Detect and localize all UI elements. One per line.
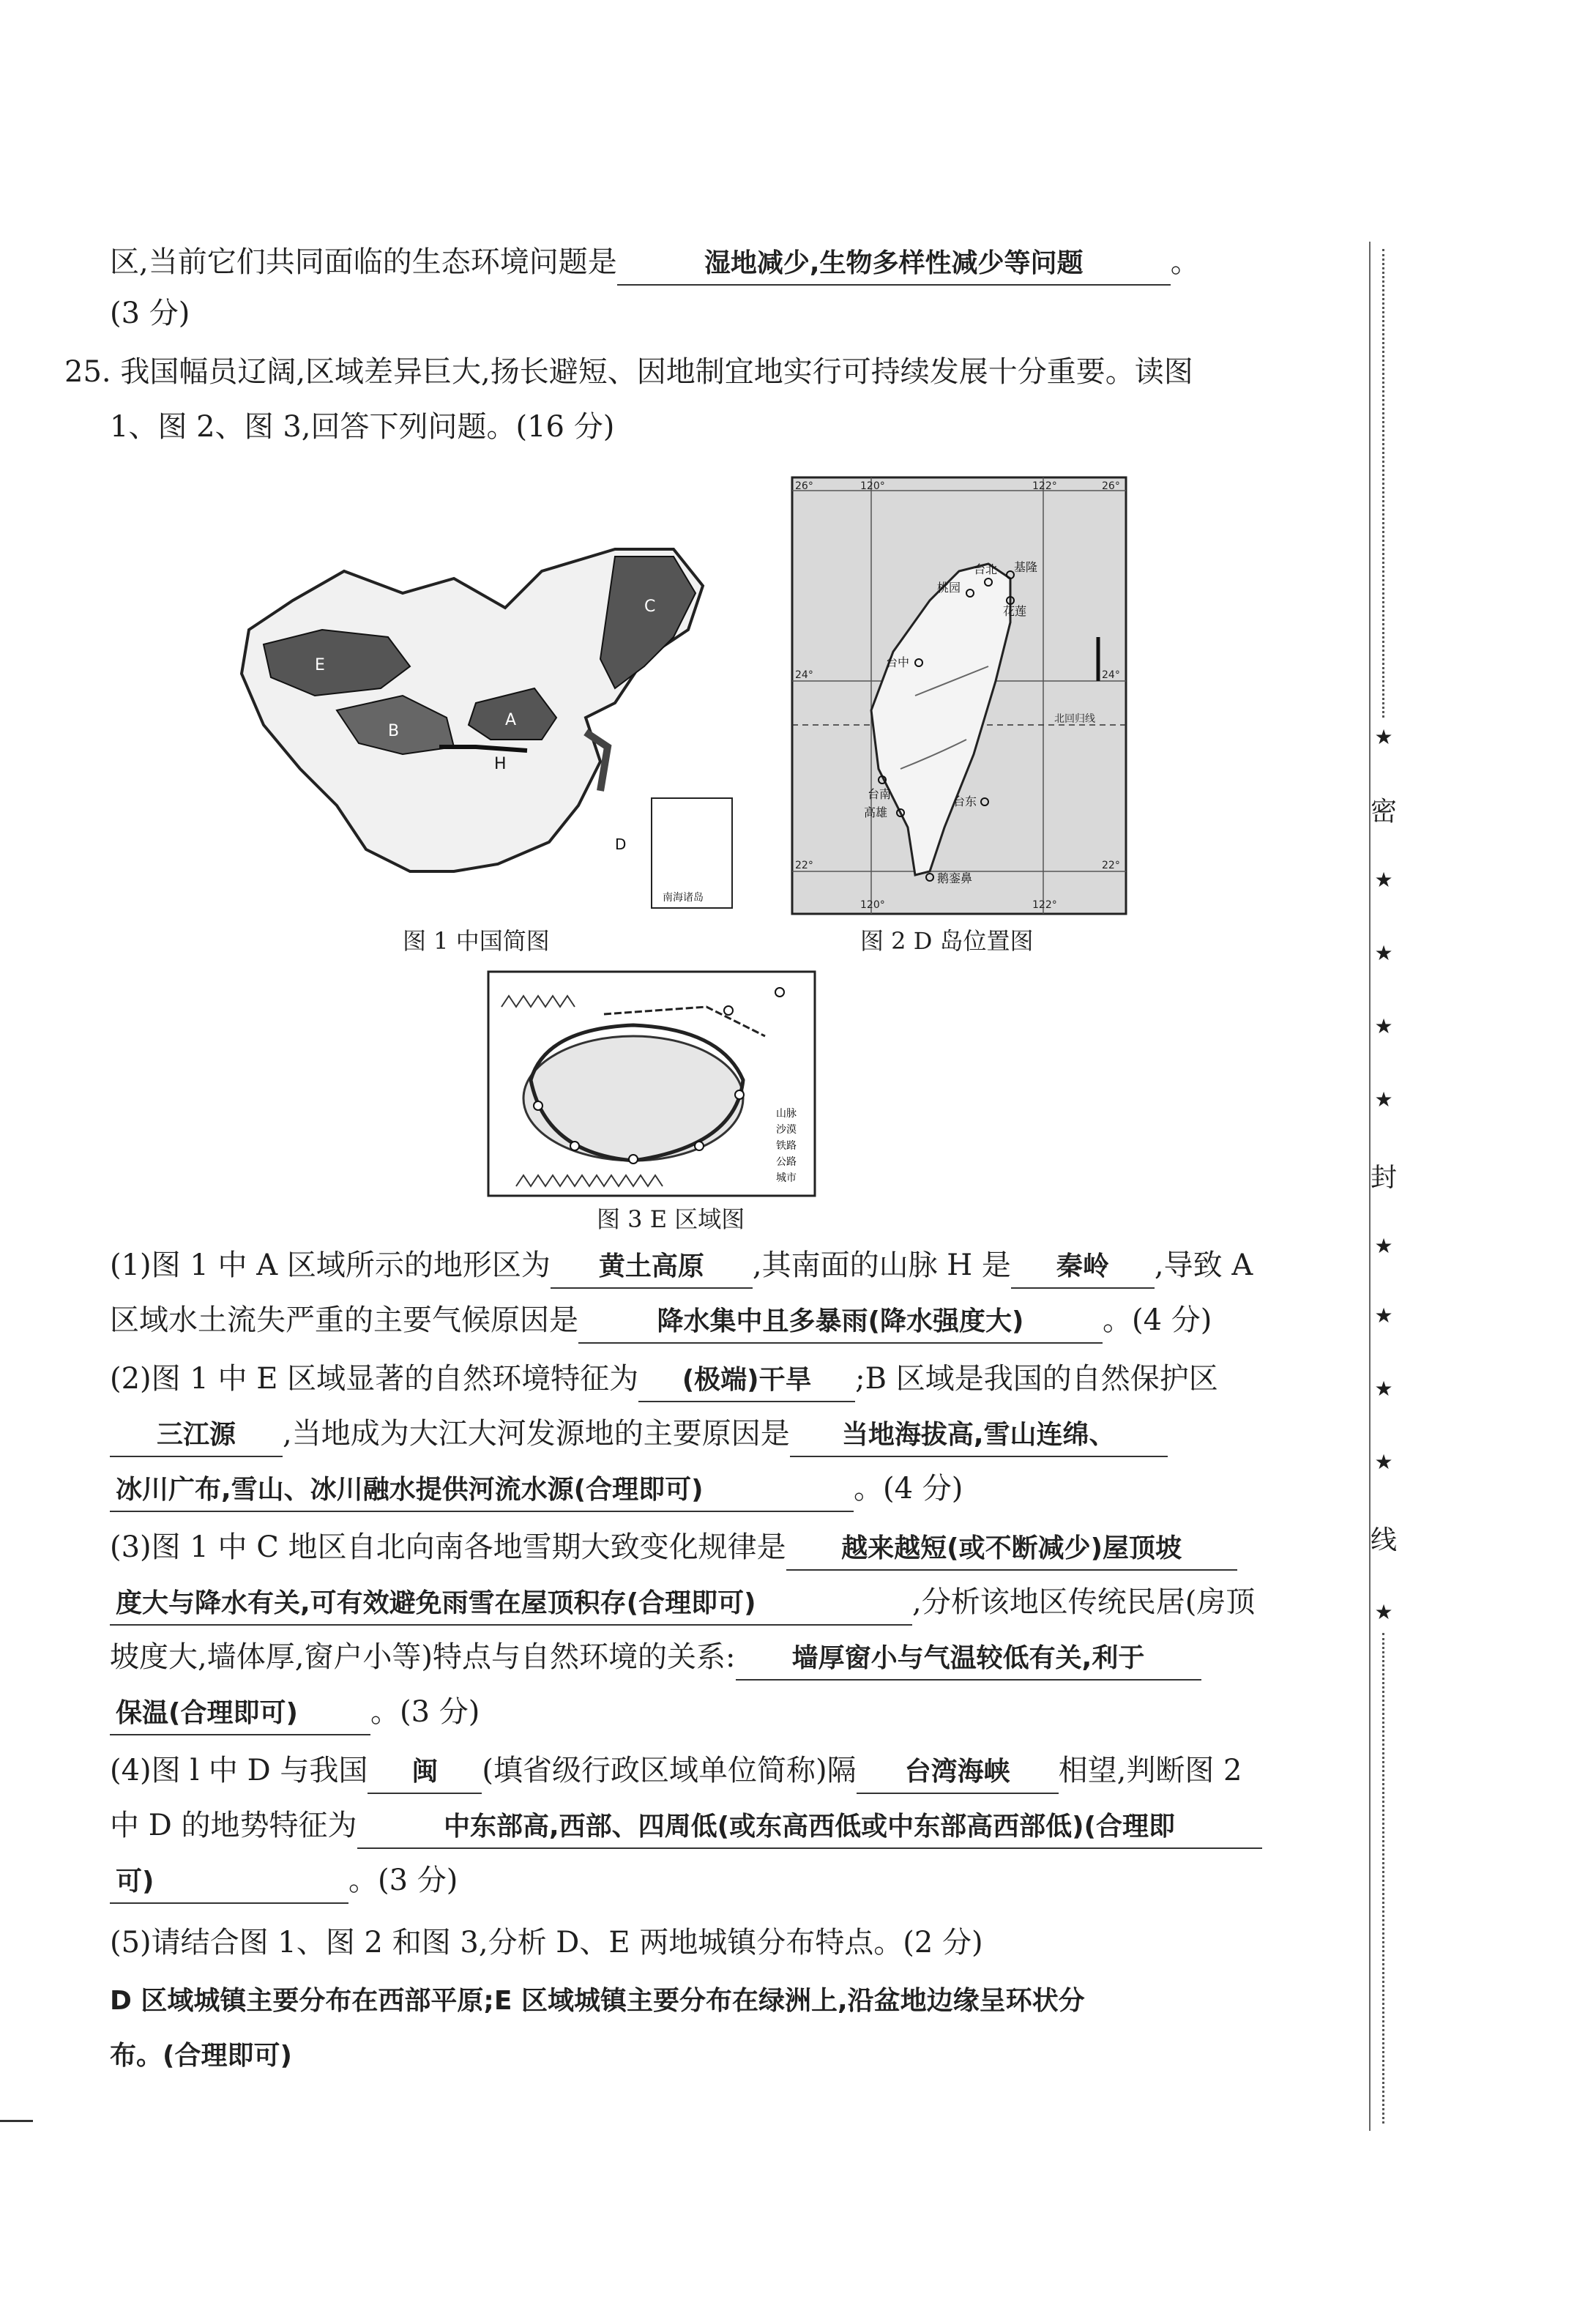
sub4-answer1: 闽 <box>368 1752 482 1794</box>
sub5-answer-line2: 布。(合理即可) <box>110 2041 292 2071</box>
sub1-answer3: 降水集中且多暴雨(降水强度大) <box>578 1301 1103 1344</box>
svg-text:台南: 台南 <box>868 787 892 801</box>
margin-dotted-lower <box>1382 1633 1384 2124</box>
sub2-line3: 冰川广布,雪山、冰川融水提供河流水源(合理即可) 。(4 分) <box>110 1468 963 1512</box>
fig3-city-7 <box>775 988 784 997</box>
fig3-city-1 <box>534 1101 542 1110</box>
sub5-answer-line1: D 区域城镇主要分布在西部平原;E 区域城镇主要分布在绿洲上,沿盆地边缘呈环状分 <box>110 1986 1085 2016</box>
sub4-answer3-line1: 中东部高,西部、四周低(或东高西低或中东部高西部低)(合理即 <box>357 1806 1262 1849</box>
figure1-china-map <box>234 527 747 923</box>
fig1-label-C: C <box>644 598 656 616</box>
svg-text:基隆: 基隆 <box>1014 560 1038 574</box>
fig3-legend-mountain: 山脉 <box>776 1108 797 1120</box>
svg-text:台北: 台北 <box>974 562 998 576</box>
figure1-caption: 图 1 中国简图 <box>403 927 550 955</box>
fig3-legend-city: 城市 <box>776 1172 797 1184</box>
bottom-left-rule <box>0 2120 33 2122</box>
fig2-lon-top-left: 120° <box>860 480 885 492</box>
fig2-lat-mid-right: 24° <box>1102 669 1120 681</box>
margin-star-5: ★ <box>1374 1087 1393 1112</box>
q24-prefix: 区,当前它们共同面临的生态环境问题是 <box>110 245 617 279</box>
q24-suffix: 。 <box>1170 245 1200 279</box>
sub4-line3: 可) 。(3 分) <box>110 1860 458 1904</box>
sub2-line2: 三江源 ,当地成为大江大河发源地的主要原因是 当地海拔高,雪山连绵、 <box>110 1413 1168 1457</box>
margin-star-7: ★ <box>1374 1303 1393 1328</box>
fig3-city-6 <box>724 1006 733 1015</box>
sub3-line1: (3)图 1 中 C 地区自北向南各地雪期大致变化规律是 越来越短(或不断减少)屋顶坡 <box>110 1527 1237 1571</box>
sub5-question: (5)请结合图 1、图 2 和图 3,分析 D、E 两地城镇分布特点。(2 分) <box>110 1926 983 1960</box>
margin-star-9: ★ <box>1374 1450 1393 1474</box>
fig2-tropic-label: 北回归线 <box>1054 713 1095 725</box>
svg-text:台东: 台东 <box>953 794 977 808</box>
sub3-answer1-line1: 越来越短(或不断减少)屋顶坡 <box>786 1528 1237 1571</box>
sub3-answer2-line1: 墙厚窗小与气温较低有关,利于 <box>736 1638 1201 1681</box>
svg-text:高雄: 高雄 <box>864 805 888 819</box>
fig2-lat-mid: 24° <box>795 669 813 681</box>
fig3-legend-road: 公路 <box>776 1156 797 1168</box>
fig1-label-B: B <box>388 722 400 740</box>
figure3-e-region-map <box>487 970 816 1197</box>
fig2-lat-top-right: 26° <box>1102 480 1120 492</box>
q24-tail-line <box>110 242 1200 286</box>
fig3-legend-desert: 沙漠 <box>776 1124 797 1136</box>
fig3-city-3 <box>629 1155 638 1164</box>
sub3-answer2-line2: 保温(合理即可) <box>110 1693 370 1735</box>
sub3-answer1-line2: 度大与降水有关,可有效避免雨雪在屋顶积存(合理即可) <box>110 1583 912 1626</box>
margin-seal-xian: 线 <box>1371 1525 1398 1555</box>
fig2-lon-top-right: 122° <box>1032 480 1057 492</box>
fig2-lon-bottom-right: 122° <box>1032 899 1057 911</box>
fig3-city-4 <box>695 1142 704 1150</box>
sub4-line2: 中 D 的地势特征为 中东部高,西部、四周低(或东高西低或中东部高西部低)(合理即 <box>110 1805 1262 1849</box>
sub3-line2: 度大与降水有关,可有效避免雨雪在屋顶积存(合理即可) ,分析该地区传统民居(房顶 <box>110 1582 1255 1626</box>
margin-star-6: ★ <box>1374 1234 1393 1258</box>
svg-text:台中: 台中 <box>886 655 910 669</box>
fig1-label-A: A <box>505 711 517 729</box>
fig3-city-5 <box>735 1090 744 1099</box>
sub3-line3: 坡度大,墙体厚,窗户小等)特点与自然环境的关系: 墙厚窗小与气温较低有关,利于 <box>110 1637 1201 1681</box>
sub4-answer2: 台湾海峡 <box>857 1752 1059 1794</box>
fig3-city-2 <box>570 1142 579 1150</box>
sub2-answer3-line1: 当地海拔高,雪山连绵、 <box>790 1415 1168 1457</box>
fig2-lat-bottom-right: 22° <box>1102 860 1120 871</box>
margin-star-8: ★ <box>1374 1377 1393 1401</box>
figure2-island-map <box>791 476 1127 915</box>
sub2-answer3-line2: 冰川广布,雪山、冰川融水提供河流水源(合理即可) <box>110 1470 854 1512</box>
svg-text:鹅銮鼻: 鹅銮鼻 <box>937 871 973 885</box>
margin-seal-mi: 密 <box>1371 797 1398 827</box>
margin-star-3: ★ <box>1374 941 1393 965</box>
fig1-label-E: E <box>315 656 325 674</box>
margin-star-2: ★ <box>1374 868 1393 892</box>
fig1-label-D: D <box>615 835 627 853</box>
fig2-lat-top-left: 26° <box>795 480 813 492</box>
fig2-lon-bottom-left: 120° <box>860 899 885 911</box>
margin-star-10: ★ <box>1374 1600 1393 1624</box>
fig1-inset-label: 南海诸岛 <box>663 892 704 904</box>
fig3-legend-railway: 铁路 <box>776 1140 797 1152</box>
sub4-line1: (4)图 l 中 D 与我国 闽 (填省级行政区域单位简称)隔 台湾海峡 相望,判断图 2 <box>110 1750 1242 1794</box>
fig3-legend <box>776 1108 797 1184</box>
fig1-label-H: H <box>494 755 507 773</box>
sub1-line1: (1)图 1 中 A 区域所示的地形区为 黄土高原 ,其南面的山脉 H 是 秦岭 ,导致 A <box>110 1245 1253 1289</box>
fig2-lat-bottom: 22° <box>795 860 813 871</box>
q24-score: (3 分) <box>110 297 190 330</box>
sub4-answer3-line2: 可) <box>110 1861 348 1904</box>
margin-star-4: ★ <box>1374 1014 1393 1038</box>
q25-intro-line2: 1、图 2、图 3,回答下列问题。(16 分) <box>110 410 615 444</box>
fig3-desert <box>523 1036 743 1161</box>
margin-seal-feng: 封 <box>1371 1163 1398 1193</box>
q24-answer: 湿地减少,生物多样性减少等问题 <box>617 243 1171 286</box>
sub1-answer2: 秦岭 <box>1011 1246 1155 1289</box>
svg-text:桃园: 桃园 <box>937 581 961 595</box>
svg-text:花莲: 花莲 <box>1003 604 1027 618</box>
margin-dotted-upper <box>1382 249 1384 718</box>
margin-star-1: ★ <box>1374 725 1393 749</box>
sub1-answer1: 黄土高原 <box>551 1246 753 1289</box>
sub2-answer1: (极端)干旱 <box>638 1360 855 1402</box>
figure2-caption: 图 2 D 岛位置图 <box>860 927 1034 955</box>
sub2-answer2: 三江源 <box>110 1415 283 1457</box>
q25-intro-line1: 25. 我国幅员辽阔,区域差异巨大,扬长避短、因地制宜地实行可持续发展十分重要。读图 <box>64 355 1193 389</box>
region-C-shape <box>600 557 696 688</box>
sub1-line2: 区域水土流失严重的主要气候原因是 降水集中且多暴雨(降水强度大) 。(4 分) <box>110 1300 1212 1344</box>
figure3-caption: 图 3 E 区域图 <box>597 1205 745 1233</box>
sub3-line4: 保温(合理即可) 。(3 分) <box>110 1691 480 1735</box>
sub2-line1: (2)图 1 中 E 区域显著的自然环境特征为 (极端)干旱 ;B 区域是我国的自然保护区 <box>110 1358 1218 1402</box>
